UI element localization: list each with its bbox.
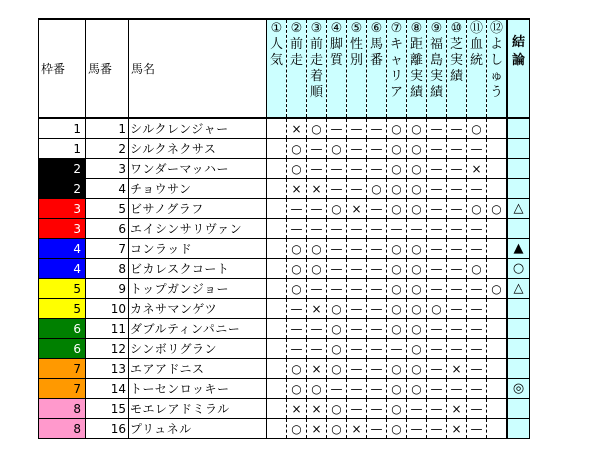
waku-cell: 6 — [39, 319, 86, 339]
factor-mark-cell: ○ — [407, 319, 427, 339]
result-mark-cell — [507, 139, 530, 159]
header-factor-6: ⑥馬番 — [367, 19, 387, 118]
waku-cell: 2 — [39, 179, 86, 199]
header-factor-1: ①人気 — [267, 19, 287, 118]
factor-mark-cell: — — [347, 219, 367, 239]
factor-mark-cell: ○ — [387, 179, 407, 199]
factor-mark-cell: ○ — [327, 299, 347, 319]
header-factor-5: ⑤性別 — [347, 19, 367, 118]
factor-mark-cell: ○ — [327, 339, 347, 359]
factor-mark-cell: ○ — [287, 259, 307, 279]
header-waku: 枠番 — [39, 19, 86, 118]
horse-name-cell: カネサマンゲツ — [129, 299, 267, 319]
factor-mark-cell: ○ — [407, 179, 427, 199]
factor-mark-cell — [267, 419, 287, 439]
factor-mark-cell: — — [427, 339, 447, 359]
waku-cell: 8 — [39, 399, 86, 419]
horse-name-cell: チョウサン — [129, 179, 267, 199]
factor-mark-cell: — — [427, 319, 447, 339]
waku-cell: 8 — [39, 419, 86, 439]
table-row — [39, 359, 530, 379]
factor-mark-cell: — — [407, 219, 427, 239]
result-mark-cell — [507, 179, 530, 199]
factor-mark-cell: — — [427, 419, 447, 439]
factor-mark-cell — [267, 179, 287, 199]
umaban-cell: 1 — [86, 118, 129, 139]
factor-mark-cell: ○ — [387, 279, 407, 299]
factor-mark-cell — [267, 259, 287, 279]
factor-mark-cell — [487, 159, 508, 179]
factor-mark-cell: ○ — [327, 359, 347, 379]
table-row — [39, 159, 530, 179]
factor-mark-cell: — — [447, 179, 467, 199]
table-row — [39, 319, 530, 339]
factor-mark-cell: — — [327, 279, 347, 299]
factor-mark-cell: — — [367, 379, 387, 399]
factor-mark-cell: — — [367, 239, 387, 259]
factor-mark-cell — [487, 239, 508, 259]
factor-mark-cell: — — [387, 219, 407, 239]
table-row — [39, 239, 530, 259]
factor-mark-cell: — — [427, 239, 447, 259]
waku-cell: 5 — [39, 299, 86, 319]
factor-mark-cell: ○ — [287, 239, 307, 259]
factor-mark-cell: ○ — [387, 259, 407, 279]
factor-mark-cell: — — [347, 259, 367, 279]
header-factor-7: ⑦キャリア — [387, 19, 407, 118]
result-mark-cell: ◎ — [507, 379, 530, 399]
umaban-cell: 3 — [86, 159, 129, 179]
factor-mark-cell: × — [347, 199, 367, 219]
factor-mark-cell: ○ — [287, 279, 307, 299]
factor-mark-cell: × — [307, 399, 327, 419]
umaban-cell: 12 — [86, 339, 129, 359]
factor-mark-cell: ○ — [387, 419, 407, 439]
factor-mark-cell: — — [467, 419, 487, 439]
factor-mark-cell: — — [327, 118, 347, 139]
factor-mark-cell: — — [427, 259, 447, 279]
factor-mark-cell: — — [447, 259, 467, 279]
factor-mark-cell: × — [467, 159, 487, 179]
factor-mark-cell: — — [347, 239, 367, 259]
umaban-cell: 7 — [86, 239, 129, 259]
factor-mark-cell — [487, 219, 508, 239]
factor-mark-cell — [487, 118, 508, 139]
factor-mark-cell: ○ — [467, 118, 487, 139]
factor-mark-cell: × — [307, 179, 327, 199]
horse-name-cell: エアアドニス — [129, 359, 267, 379]
horse-name-cell: ビカレスクコート — [129, 259, 267, 279]
factor-mark-cell: — — [427, 359, 447, 379]
table-row — [39, 259, 530, 279]
factor-mark-cell: — — [287, 219, 307, 239]
factor-mark-cell: ○ — [387, 159, 407, 179]
factor-mark-cell: — — [307, 199, 327, 219]
horse-name-cell: ビサノグラフ — [129, 199, 267, 219]
header-factor-12: ⑫よしゅう — [487, 19, 508, 118]
factor-mark-cell: — — [367, 299, 387, 319]
table-row — [39, 339, 530, 359]
header-factor-3: ③前走着順 — [307, 19, 327, 118]
umaban-cell: 15 — [86, 399, 129, 419]
factor-mark-cell: — — [427, 179, 447, 199]
result-mark-cell — [507, 339, 530, 359]
factor-mark-cell: — — [427, 379, 447, 399]
factor-mark-cell: — — [307, 339, 327, 359]
horse-name-cell: トップガンジョー — [129, 279, 267, 299]
table-row — [39, 279, 530, 299]
factor-mark-cell: ○ — [407, 118, 427, 139]
factor-mark-cell: ○ — [387, 299, 407, 319]
waku-cell: 4 — [39, 259, 86, 279]
umaban-cell: 14 — [86, 379, 129, 399]
factor-mark-cell — [487, 179, 508, 199]
factor-mark-cell: — — [467, 299, 487, 319]
factor-mark-cell: ○ — [307, 259, 327, 279]
factor-mark-cell — [267, 399, 287, 419]
factor-mark-cell: × — [307, 359, 327, 379]
factor-mark-cell — [267, 159, 287, 179]
horse-name-cell: モエレアドミラル — [129, 399, 267, 419]
waku-cell: 3 — [39, 219, 86, 239]
factor-mark-cell: ○ — [287, 419, 307, 439]
factor-mark-cell: — — [467, 139, 487, 159]
factor-mark-cell: ○ — [327, 139, 347, 159]
factor-mark-cell: — — [367, 199, 387, 219]
factor-mark-cell: — — [307, 319, 327, 339]
factor-mark-cell: — — [367, 419, 387, 439]
factor-mark-cell: ○ — [387, 239, 407, 259]
factor-mark-cell: — — [347, 159, 367, 179]
factor-mark-cell: ○ — [387, 399, 407, 419]
factor-mark-cell: — — [347, 279, 367, 299]
result-mark-cell — [507, 219, 530, 239]
factor-mark-cell: — — [447, 219, 467, 239]
factor-mark-cell — [267, 299, 287, 319]
factor-mark-cell: — — [307, 159, 327, 179]
factor-mark-cell: ○ — [367, 179, 387, 199]
factor-mark-cell: — — [287, 339, 307, 359]
factor-mark-cell: — — [467, 179, 487, 199]
factor-mark-cell: × — [447, 399, 467, 419]
factor-mark-cell: — — [447, 199, 467, 219]
horse-name-cell: シルクネクサス — [129, 139, 267, 159]
factor-mark-cell: ○ — [407, 379, 427, 399]
factor-mark-cell: — — [447, 279, 467, 299]
waku-cell: 2 — [39, 159, 86, 179]
header-result: 結論 — [507, 19, 530, 118]
factor-mark-cell: — — [327, 219, 347, 239]
factor-mark-cell — [267, 279, 287, 299]
result-mark-cell — [507, 399, 530, 419]
horse-name-cell: ワンダーマッハー — [129, 159, 267, 179]
factor-mark-cell: — — [287, 199, 307, 219]
factor-mark-cell: ○ — [467, 199, 487, 219]
umaban-cell: 2 — [86, 139, 129, 159]
waku-cell: 5 — [39, 279, 86, 299]
factor-mark-cell: ○ — [407, 339, 427, 359]
factor-mark-cell: — — [367, 319, 387, 339]
factor-mark-cell: ○ — [327, 399, 347, 419]
horse-name-cell: トーセンロッキー — [129, 379, 267, 399]
factor-mark-cell: — — [327, 379, 347, 399]
table-row — [39, 419, 530, 439]
factor-mark-cell: — — [327, 259, 347, 279]
factor-mark-cell: — — [367, 118, 387, 139]
factor-mark-cell — [267, 199, 287, 219]
factor-mark-cell — [487, 339, 508, 359]
factor-mark-cell: × — [347, 419, 367, 439]
factor-mark-cell: ○ — [307, 118, 327, 139]
waku-cell: 7 — [39, 379, 86, 399]
table-row — [39, 299, 530, 319]
factor-mark-cell: ○ — [387, 139, 407, 159]
factor-mark-cell: × — [287, 179, 307, 199]
factor-mark-cell: — — [347, 339, 367, 359]
factor-mark-cell: × — [307, 299, 327, 319]
factor-mark-cell — [487, 319, 508, 339]
table-row — [39, 139, 530, 159]
factor-mark-cell — [487, 139, 508, 159]
factor-mark-cell: — — [427, 199, 447, 219]
factor-mark-cell: — — [347, 139, 367, 159]
result-mark-cell — [507, 299, 530, 319]
factor-mark-cell: — — [447, 339, 467, 359]
horse-name-cell: ダブルティンパニー — [129, 319, 267, 339]
horse-name-cell: コンラッド — [129, 239, 267, 259]
result-mark-cell — [507, 159, 530, 179]
umaban-cell: 5 — [86, 199, 129, 219]
umaban-cell: 4 — [86, 179, 129, 199]
result-mark-cell: △ — [507, 279, 530, 299]
factor-mark-cell: — — [347, 379, 367, 399]
waku-cell: 6 — [39, 339, 86, 359]
factor-mark-cell — [267, 319, 287, 339]
factor-mark-cell: — — [407, 419, 427, 439]
factor-mark-cell: ○ — [387, 319, 407, 339]
header-umaban: 馬番 — [86, 19, 129, 118]
factor-mark-cell: — — [367, 219, 387, 239]
waku-cell: 7 — [39, 359, 86, 379]
factor-mark-cell: — — [427, 118, 447, 139]
factor-mark-cell: — — [287, 319, 307, 339]
factor-mark-cell: — — [447, 118, 467, 139]
factor-mark-cell: — — [367, 139, 387, 159]
table-body — [39, 118, 530, 439]
factor-mark-cell: ○ — [307, 239, 327, 259]
umaban-cell: 6 — [86, 219, 129, 239]
factor-mark-cell: ○ — [287, 159, 307, 179]
factor-mark-cell: — — [447, 239, 467, 259]
result-mark-cell: ○ — [507, 259, 530, 279]
factor-mark-cell: — — [467, 379, 487, 399]
factor-mark-cell: ○ — [487, 279, 508, 299]
factor-mark-cell — [487, 399, 508, 419]
factor-mark-cell: ○ — [387, 379, 407, 399]
factor-mark-cell: ○ — [327, 319, 347, 339]
factor-mark-cell: — — [467, 319, 487, 339]
factor-mark-cell: — — [467, 399, 487, 419]
factor-mark-cell: × — [307, 419, 327, 439]
factor-mark-cell — [487, 359, 508, 379]
header-factor-4: ④脚質 — [327, 19, 347, 118]
header-row — [39, 19, 530, 118]
factor-mark-cell: — — [347, 179, 367, 199]
factor-mark-cell: — — [467, 339, 487, 359]
factor-mark-cell — [487, 419, 508, 439]
factor-mark-cell: — — [447, 159, 467, 179]
horse-name-cell: シルクレンジャー — [129, 118, 267, 139]
factor-mark-cell: — — [447, 299, 467, 319]
header-factor-9: ⑨福島実績 — [427, 19, 447, 118]
result-mark-cell — [507, 118, 530, 139]
umaban-cell: 10 — [86, 299, 129, 319]
factor-mark-cell: — — [447, 379, 467, 399]
factor-mark-cell: — — [367, 279, 387, 299]
factor-mark-cell: — — [307, 139, 327, 159]
factor-mark-cell — [267, 339, 287, 359]
factor-mark-cell — [267, 219, 287, 239]
factor-mark-cell: — — [367, 259, 387, 279]
factor-mark-cell: — — [327, 179, 347, 199]
umaban-cell: 11 — [86, 319, 129, 339]
factor-mark-cell: — — [467, 359, 487, 379]
factor-mark-cell: × — [287, 399, 307, 419]
factor-mark-cell: — — [447, 139, 467, 159]
factor-mark-cell: ○ — [407, 299, 427, 319]
result-mark-cell — [507, 419, 530, 439]
factor-mark-cell: ○ — [407, 139, 427, 159]
factor-mark-cell: — — [287, 299, 307, 319]
factor-mark-cell — [487, 379, 508, 399]
factor-mark-cell: ○ — [407, 259, 427, 279]
umaban-cell: 8 — [86, 259, 129, 279]
factor-mark-cell: ○ — [287, 359, 307, 379]
factor-mark-cell: — — [447, 319, 467, 339]
horse-name-cell: シンボリグラン — [129, 339, 267, 359]
header-factor-2: ②前走 — [287, 19, 307, 118]
factor-mark-cell — [267, 118, 287, 139]
factor-mark-cell: — — [347, 319, 367, 339]
factor-mark-cell: ○ — [387, 118, 407, 139]
factor-mark-cell: ○ — [427, 299, 447, 319]
factor-mark-cell: × — [447, 419, 467, 439]
factor-mark-cell: — — [307, 219, 327, 239]
table-row — [39, 179, 530, 199]
factor-mark-cell: — — [427, 139, 447, 159]
factor-mark-cell: ○ — [407, 159, 427, 179]
factor-mark-cell: — — [427, 219, 447, 239]
factor-mark-cell: ○ — [387, 359, 407, 379]
factor-mark-cell: ○ — [387, 199, 407, 219]
result-mark-cell — [507, 319, 530, 339]
factor-mark-cell: × — [287, 118, 307, 139]
factor-mark-cell: — — [407, 399, 427, 419]
factor-mark-cell — [487, 259, 508, 279]
factor-mark-cell — [267, 139, 287, 159]
factor-mark-cell: ○ — [467, 259, 487, 279]
umaban-cell: 16 — [86, 419, 129, 439]
factor-mark-cell: — — [347, 118, 367, 139]
factor-mark-cell: — — [347, 399, 367, 419]
factor-mark-cell — [487, 299, 508, 319]
factor-mark-cell: × — [447, 359, 467, 379]
result-mark-cell: ▲ — [507, 239, 530, 259]
waku-cell: 3 — [39, 199, 86, 219]
factor-mark-cell: ○ — [287, 139, 307, 159]
horse-name-cell: エイシンサリヴァン — [129, 219, 267, 239]
factor-mark-cell: — — [367, 399, 387, 419]
header-factor-11: ⑪血統 — [467, 19, 487, 118]
header-factor-8: ⑧距離実績 — [407, 19, 427, 118]
table-row — [39, 399, 530, 419]
waku-cell: 1 — [39, 118, 86, 139]
umaban-cell: 13 — [86, 359, 129, 379]
table-row — [39, 118, 530, 139]
factor-mark-cell: — — [347, 359, 367, 379]
factor-mark-cell: — — [347, 299, 367, 319]
factor-mark-cell: — — [327, 239, 347, 259]
factor-mark-cell: ○ — [407, 239, 427, 259]
factor-mark-cell: ○ — [407, 279, 427, 299]
factor-mark-cell: — — [367, 359, 387, 379]
factor-mark-cell: — — [387, 339, 407, 359]
factor-mark-cell — [267, 239, 287, 259]
factor-mark-cell: — — [467, 279, 487, 299]
factor-mark-cell: ○ — [327, 419, 347, 439]
umaban-cell: 9 — [86, 279, 129, 299]
result-mark-cell: △ — [507, 199, 530, 219]
horse-analysis-table — [38, 18, 530, 439]
table-row — [39, 219, 530, 239]
factor-mark-cell: — — [427, 399, 447, 419]
factor-mark-cell: — — [427, 279, 447, 299]
waku-cell: 4 — [39, 239, 86, 259]
factor-mark-cell — [267, 359, 287, 379]
factor-mark-cell: — — [367, 339, 387, 359]
table-row — [39, 379, 530, 399]
factor-mark-cell: ○ — [407, 359, 427, 379]
factor-mark-cell: ○ — [407, 199, 427, 219]
factor-mark-cell: ○ — [287, 379, 307, 399]
header-horse-name: 馬名 — [129, 19, 267, 118]
result-mark-cell — [507, 359, 530, 379]
factor-mark-cell — [267, 379, 287, 399]
table-row — [39, 199, 530, 219]
factor-mark-cell: — — [467, 219, 487, 239]
factor-mark-cell: — — [427, 159, 447, 179]
factor-mark-cell: ○ — [307, 379, 327, 399]
waku-cell: 1 — [39, 139, 86, 159]
factor-mark-cell: ○ — [487, 199, 508, 219]
factor-mark-cell: — — [327, 159, 347, 179]
factor-mark-cell: — — [307, 279, 327, 299]
factor-mark-cell: ○ — [327, 199, 347, 219]
horse-name-cell: プリュネル — [129, 419, 267, 439]
factor-mark-cell: — — [467, 239, 487, 259]
factor-mark-cell: — — [367, 159, 387, 179]
header-factor-10: ⑩芝実績 — [447, 19, 467, 118]
